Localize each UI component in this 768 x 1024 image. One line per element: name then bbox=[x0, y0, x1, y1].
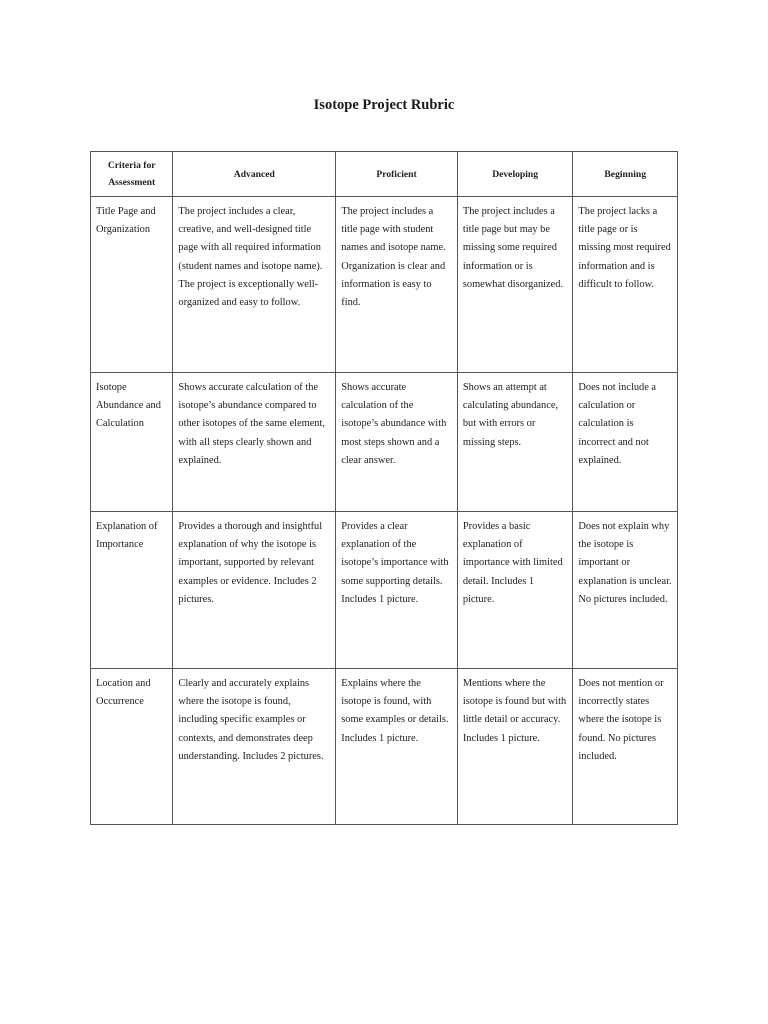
advanced-cell: Shows accurate calculation of the isotope’s abundance compared to other isotopes of the same element, with all steps clearly shown and explained. bbox=[173, 373, 336, 512]
advanced-cell: Clearly and accurately explains where the isotope is found, including specific examples or contexts, and demonstrates deep understanding. Includes 2 pictures. bbox=[173, 669, 336, 825]
proficient-cell: Explains where the isotope is found, with some examples or details. Includes 1 picture. bbox=[336, 669, 458, 825]
table-row bbox=[91, 669, 678, 825]
developing-cell: The project includes a title page but may be missing some required information or is somewhat disorganized. bbox=[457, 197, 573, 373]
developing-cell: Shows an attempt at calculating abundance, but with errors or missing steps. bbox=[457, 373, 573, 512]
proficient-cell: Provides a clear explanation of the isotope’s importance with some supporting details. Includes 1 picture. bbox=[336, 512, 458, 669]
rubric-body bbox=[91, 197, 678, 825]
proficient-cell: Shows accurate calculation of the isotope’s abundance with most steps shown and a clear answer. bbox=[336, 373, 458, 512]
developing-cell: Mentions where the isotope is found but with little detail or accuracy. Includes 1 picture. bbox=[457, 669, 573, 825]
criterion-cell: Location and Occurrence bbox=[91, 669, 173, 825]
rubric-table bbox=[90, 151, 678, 825]
advanced-cell: Provides a thorough and insightful explanation of why the isotope is important, supported by relevant examples or evidence. Includes 2 pictures. bbox=[173, 512, 336, 669]
developing-cell: Provides a basic explanation of importance with limited detail. Includes 1 picture. bbox=[457, 512, 573, 669]
table-row bbox=[91, 197, 678, 373]
table-row bbox=[91, 373, 678, 512]
beginning-cell: Does not mention or incorrectly states where the isotope is found. No pictures included. bbox=[573, 669, 678, 825]
rubric-header bbox=[91, 152, 678, 197]
header-developing: Developing bbox=[457, 152, 573, 197]
header-beginning: Beginning bbox=[573, 152, 678, 197]
beginning-cell: The project lacks a title page or is missing most required information and is difficult to follow. bbox=[573, 197, 678, 373]
page-title: Isotope Project Rubric bbox=[313, 97, 455, 113]
criterion-cell: Explanation of Importance bbox=[91, 512, 173, 669]
beginning-cell: Does not include a calculation or calculation is incorrect and not explained. bbox=[573, 373, 678, 512]
proficient-cell: The project includes a title page with student names and isotope name. Organization is clear and information is easy to find. bbox=[336, 197, 458, 373]
table-row bbox=[91, 512, 678, 669]
advanced-cell: The project includes a clear, creative, and well-designed title page with all required information (student names and isotope name). The project is exceptionally well-organized and easy to follow. bbox=[173, 197, 336, 373]
criterion-cell: Isotope Abundance and Calculation bbox=[91, 373, 173, 512]
beginning-cell: Does not explain why the isotope is important or explanation is unclear. No pictures included. bbox=[573, 512, 678, 669]
header-proficient: Proficient bbox=[336, 152, 458, 197]
header-criteria: Criteria for Assessment bbox=[91, 152, 173, 197]
criterion-cell: Title Page and Organization bbox=[91, 197, 173, 373]
header-row bbox=[91, 152, 678, 197]
header-advanced: Advanced bbox=[173, 152, 336, 197]
